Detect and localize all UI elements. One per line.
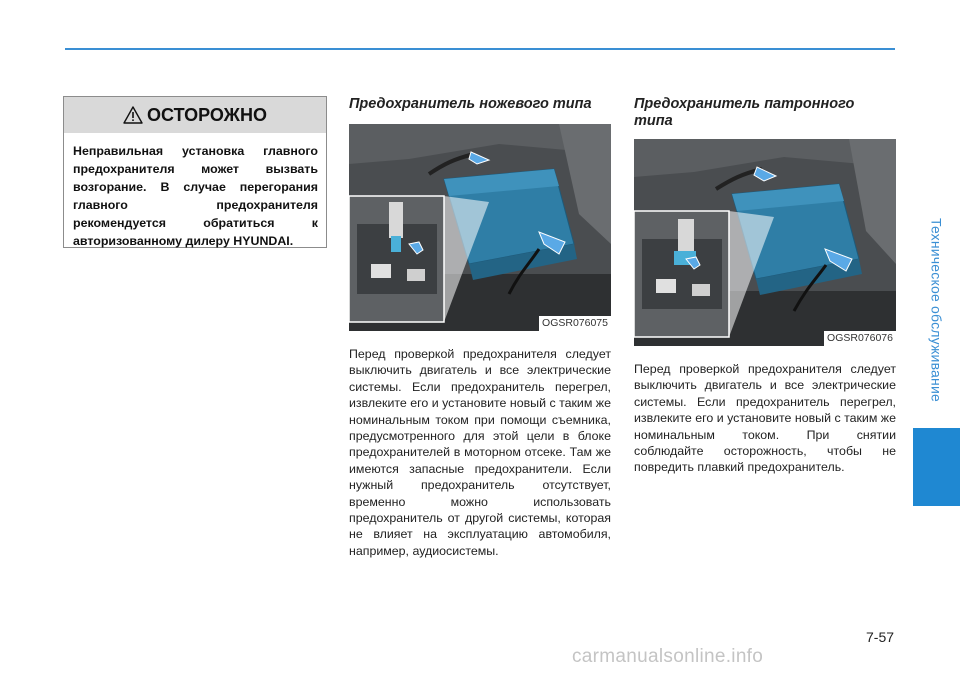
blade-fuse-text: Перед проверкой предохранителя следует выключить двигатель и все электрические системы. Если предохранитель перегрел, извлеките его и установите новый с таким же номинальным током при помощи съемника, предусмотренного для этой цели в блоке предохранителей в моторном отсеке. Там же имеются запасные предохранители. Если нужный предохранитель отсутствует, временно можно использовать предохранитель от другой системы, которая не влияет на эксплуатацию автомобиля, например, аудиосистемы. (349, 347, 611, 558)
section-tab (913, 195, 960, 425)
cartridge-fuse-text: Перед проверкой предохранителя следует выключить двигатель и все электрические системы. Если предохранитель перегрел, извлеките его и установите новый с таким же номинальным током. При снятии соблюдайте осторожность, чтобы не повредить плавкий предохранитель. (634, 362, 896, 475)
cartridge-fuse-photo-code: OGSR076076 (824, 331, 896, 346)
caution-header (64, 97, 326, 133)
caution-title: ОСТОРОЖНО (147, 104, 267, 125)
blade-fuse-photo (349, 124, 611, 331)
section-tab-label: Техническое обслуживание (928, 218, 945, 402)
caution-box (63, 96, 327, 248)
engine-bay-illustration (349, 124, 611, 331)
cartridge-fuse-section (634, 96, 896, 476)
engine-bay-illustration (634, 139, 896, 346)
cartridge-fuse-photo (634, 139, 896, 346)
watermark: carmanualsonline.info (572, 646, 764, 667)
blade-fuse-photo-code: OGSR076075 (539, 316, 611, 331)
blade-fuse-heading: Предохранитель ножевого типа (349, 96, 592, 112)
page-number: 7-57 (866, 629, 895, 645)
warning-triangle-icon (123, 106, 143, 124)
cartridge-fuse-heading: Предохранитель патронного типа (634, 96, 855, 129)
section-tab-block (913, 428, 960, 506)
caution-text: Неправильная установка главного предохранителя может вызвать возгорание. В случае перегорания главного предохранителя рекомендуется обратиться к авторизованному дилеру HYUNDAI. (73, 144, 318, 248)
blade-fuse-section (349, 96, 611, 559)
top-rule (65, 48, 895, 50)
